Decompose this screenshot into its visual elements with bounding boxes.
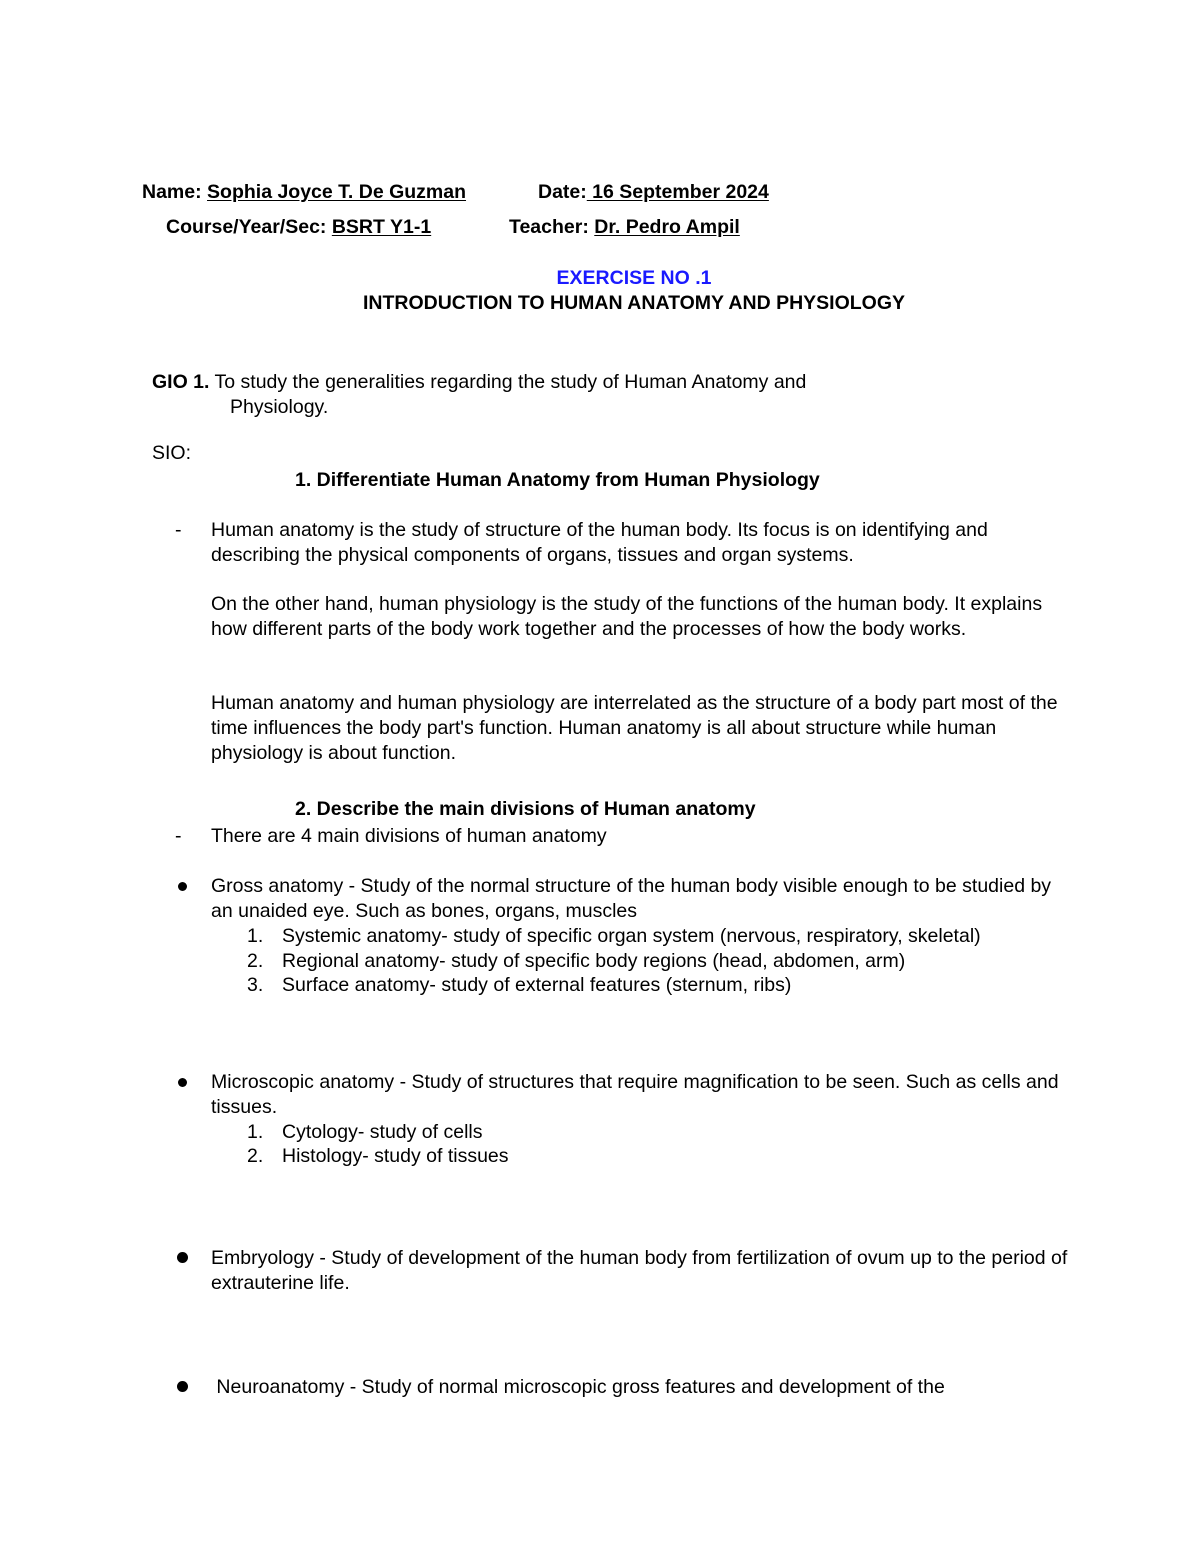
section-1-heading: 1. Differentiate Human Anatomy from Human Physiology [295,469,820,491]
neuroanatomy-text: Neuroanatomy - Study of normal microscopic gross features and development of the [211,1376,945,1398]
course-value: BSRT Y1-1 [331,216,432,238]
teacher-value: Dr. Pedro Ampil [594,216,740,238]
gio-label: GIO 1. [152,371,210,393]
bullet-icon [177,1252,188,1263]
gross-item-1-text: Systemic anatomy- study of specific organ system (nervous, respiratory, skeletal) [282,925,981,947]
exercise-title: EXERCISE NO .1 [556,267,712,289]
date-row [538,180,769,205]
name-label: Name: [142,181,202,203]
sio-label: SIO: [152,442,192,464]
name-value: Sophia Joyce T. De Guzman [207,181,467,203]
section-1-para-2: On the other hand, human physiology is the study of the functions of the human body. It explains how different parts of the body work together and the processes of how the body works. [211,593,1043,640]
gross-item-2-num: 2. [247,950,264,972]
micro-item-1-num: 1. [247,1121,264,1143]
date-value: 16 September 2024 [586,181,769,203]
micro-item-2-num: 2. [247,1145,264,1167]
date-label: Date: [538,181,587,203]
micro-item-2-text: Histology- study of tissues [282,1145,509,1167]
gross-anatomy-text: Gross anatomy - Study of the normal structure of the human body visible enough to be studied by an unaided eye. Such as bones, organs, muscles [211,875,1052,922]
course-row [166,215,431,240]
course-label: Course/Year/Sec: [166,216,327,238]
gross-item-2-text: Regional anatomy- study of specific body regions (head, abdomen, arm) [282,950,906,972]
section-2-dash: - [175,825,182,847]
teacher-label: Teacher: [509,216,589,238]
micro-item-1-text: Cytology- study of cells [282,1121,483,1143]
section-2-heading: 2. Describe the main divisions of Human anatomy [295,798,756,820]
section-2-intro: There are 4 main divisions of human anatomy [211,825,607,847]
exercise-subtitle: INTRODUCTION TO HUMAN ANATOMY AND PHYSIOLOGY [362,292,906,314]
bullet-icon [178,1078,187,1087]
gio-text-2: Physiology. [230,396,329,418]
teacher-row [509,215,740,240]
section-1-dash: - [175,519,182,541]
section-1-para-3: Human anatomy and human physiology are interrelated as the structure of a body part most of the time influences the body part's function. Human anatomy is all about structure while human physiology is about function. [211,692,1058,764]
section-1-para-1: Human anatomy is the study of structure of the human body. Its focus is on identifying and describing the physical components of organs, tissues and organ systems. [211,519,988,566]
microscopic-anatomy-text: Microscopic anatomy - Study of structures that require magnification to be seen. Such as cells and tissues. [211,1071,1059,1118]
gross-item-1-num: 1. [247,925,264,947]
gross-item-3-text: Surface anatomy- study of external features (sternum, ribs) [282,974,792,996]
gross-item-3-num: 3. [247,974,264,996]
bullet-icon [178,882,187,891]
gio-text-1: To study the generalities regarding the study of Human Anatomy and [214,371,807,393]
gio-line-1 [152,370,806,395]
name-row [142,180,466,205]
embryology-text: Embryology - Study of development of the human body from fertilization of ovum up to the period of extrauterine life. [211,1247,1068,1294]
bullet-icon [177,1381,188,1392]
